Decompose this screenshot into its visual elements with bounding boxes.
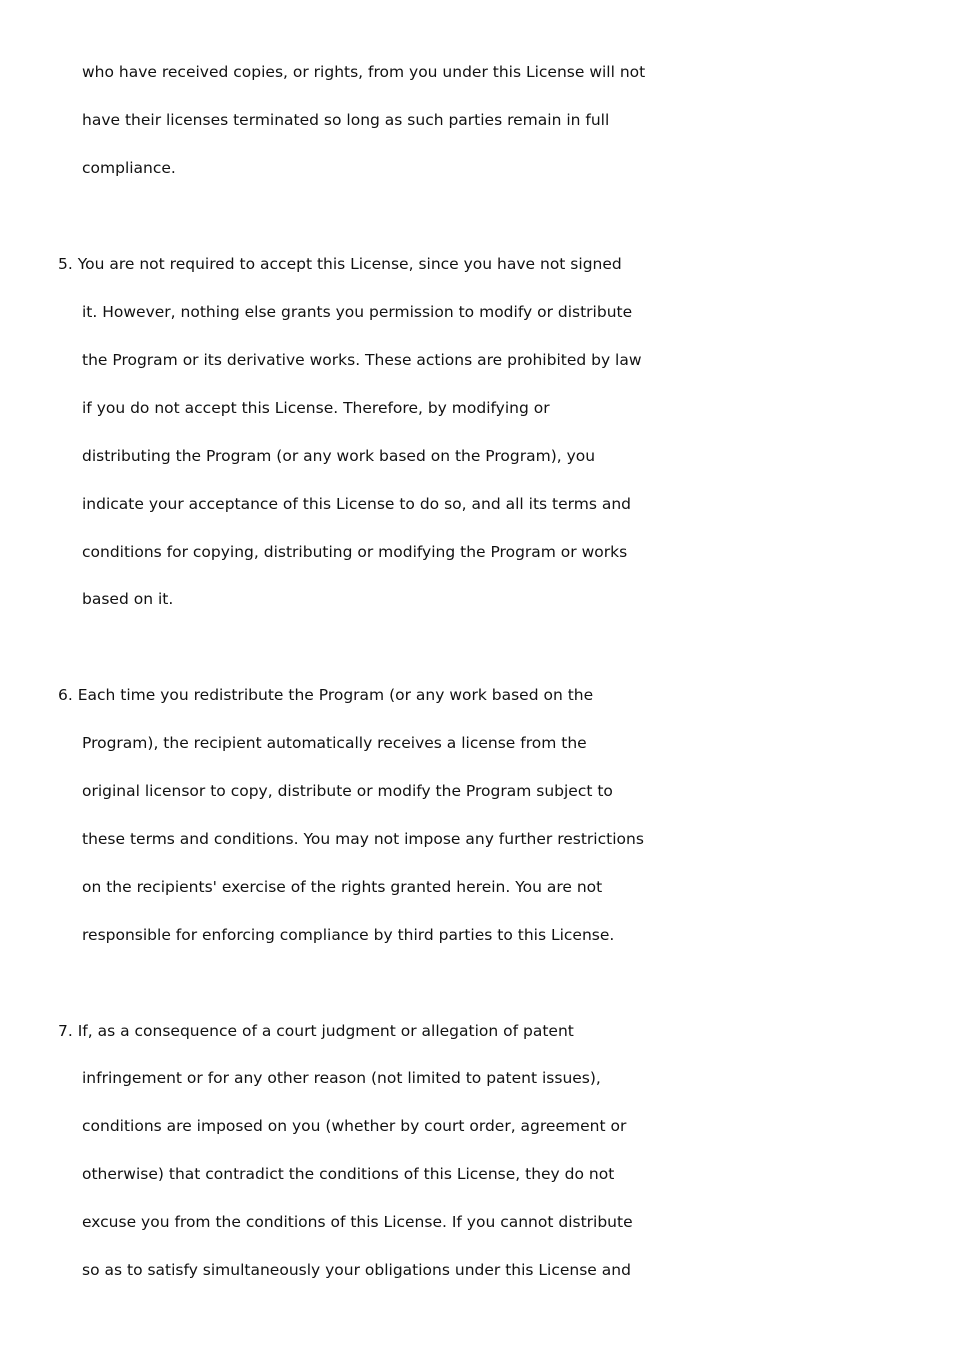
text-line: original licensor to copy, distribute or modify the Program subject to (82, 782, 613, 800)
text-line: compliance. (82, 159, 176, 177)
text-line: infringement or for any other reason (not limited to patent issues), (82, 1069, 601, 1087)
text-line: based on it. (82, 590, 174, 608)
text-line: responsible for enforcing compliance by third parties to this License. (82, 926, 615, 944)
text-line: indicate your acceptance of this License to do so, and all its terms and (82, 495, 631, 513)
text-line: 5. You are not required to accept this License, since you have not signed (58, 255, 622, 273)
text-line: if you do not accept this License. Therefore, by modifying or (82, 399, 550, 417)
text-line: on the recipients' exercise of the rights granted herein. You are not (82, 878, 603, 896)
text-line: who have received copies, or rights, from you under this License will not (82, 63, 646, 81)
text-line: have their licenses terminated so long as such parties remain in full (82, 111, 610, 129)
text-line: 6. Each time you redistribute the Program (or any work based on the (58, 686, 594, 704)
text-line: conditions are imposed on you (whether by court order, agreement or (82, 1117, 627, 1135)
text-line: so as to satisfy simultaneously your obligations under this License and (82, 1261, 631, 1279)
text-line: it. However, nothing else grants you permission to modify or distribute (82, 303, 633, 321)
text-line: distributing the Program (or any work based on the Program), you (82, 447, 596, 465)
text-line: otherwise) that contradict the conditions of this License, they do not (82, 1165, 615, 1183)
text-line: 7. If, as a consequence of a court judgment or allegation of patent (58, 1022, 574, 1040)
text-line: excuse you from the conditions of this License. If you cannot distribute (82, 1213, 633, 1231)
text-line: conditions for copying, distributing or modifying the Program or works (82, 543, 628, 561)
text-line: the Program or its derivative works. These actions are prohibited by law (82, 351, 642, 369)
text-line: these terms and conditions. You may not impose any further restrictions (82, 830, 644, 848)
text-line: Program), the recipient automatically receives a license from the (82, 734, 587, 752)
